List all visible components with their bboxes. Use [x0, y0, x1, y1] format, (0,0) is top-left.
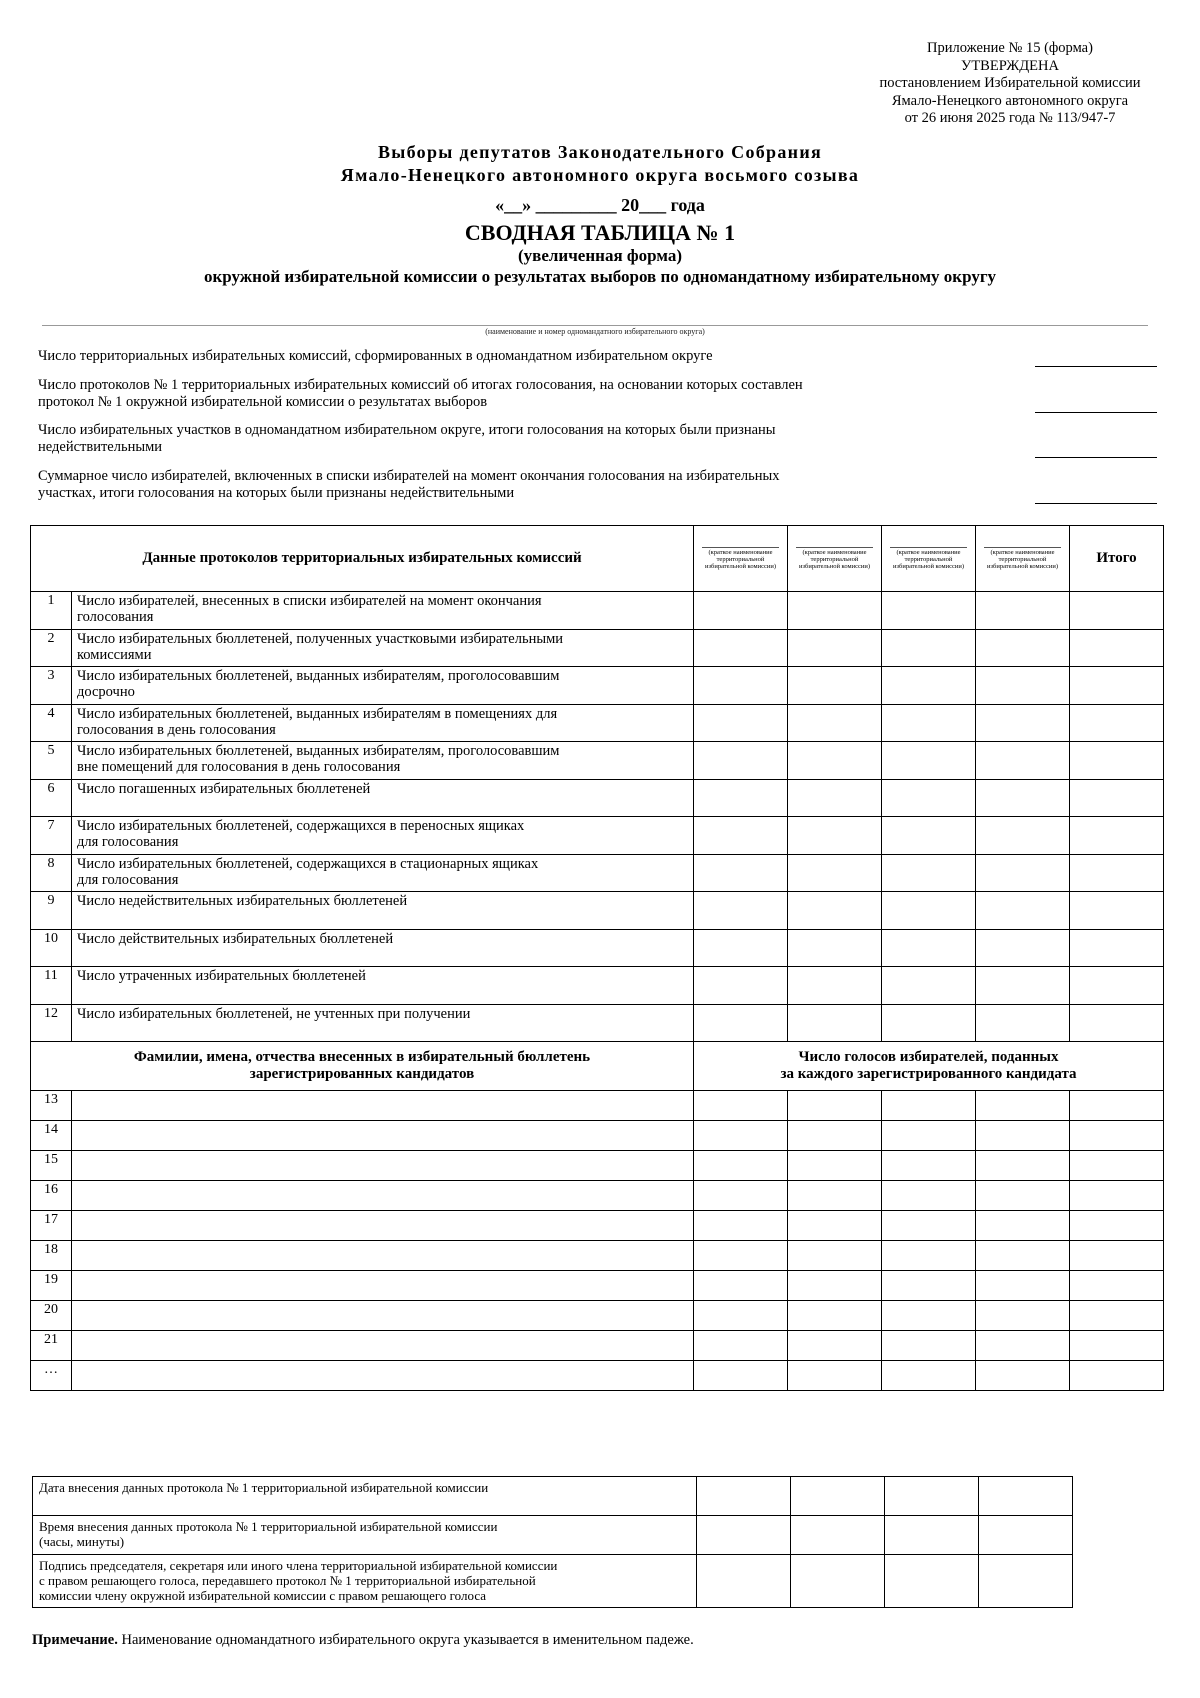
commission-value-cell[interactable]	[882, 854, 976, 892]
commission-value-cell[interactable]	[882, 1121, 976, 1151]
row-label-line: Число избирательных бюллетеней, выданных избирателям, проголосовавшим	[77, 743, 560, 759]
commission-value-cell[interactable]	[788, 1211, 882, 1241]
row-label-line: Число погашенных избирательных бюллетеней	[77, 780, 371, 797]
data-header: Данные протоколов территориальных избирательных комиссий	[31, 526, 694, 592]
stat-label: Суммарное число избирателей, включенных в списки избирателей на момент окончания голосования на избирательных	[38, 468, 780, 484]
approval-line: постановлением Избирательной комиссии	[879, 75, 1141, 91]
row-number: 8	[31, 854, 72, 892]
row-label-line: Число недействительных избирательных бюллетеней	[77, 893, 408, 909]
commission-value-cell[interactable]	[882, 742, 976, 780]
commission-value-cell[interactable]	[882, 1241, 976, 1271]
entry-value-cell[interactable]	[791, 1516, 885, 1555]
row-label-line: голосования	[77, 609, 154, 625]
row-number: 12	[31, 1004, 72, 1042]
row-label-line: Число избирательных бюллетеней, не учтенных при получении	[77, 1005, 471, 1022]
row-label-line: с правом решающего голоса, передавшего протокол № 1 территориальной избирательной	[39, 1573, 536, 1588]
total-value-cell[interactable]	[1070, 854, 1164, 892]
table-row	[31, 629, 1164, 667]
commission-value-cell[interactable]	[694, 817, 788, 855]
row-number: 9	[31, 892, 72, 930]
candidate-row	[31, 1301, 1164, 1331]
footnote-text: Наименование одномандатного избирательного округа указывается в именительном падеже.	[117, 1632, 694, 1648]
protocol-entry-table	[32, 1476, 1073, 1608]
entry-row	[33, 1477, 1073, 1516]
row-label-line: Время внесения данных протокола № 1 территориальной избирательной комиссии	[39, 1519, 498, 1534]
commission-value-cell[interactable]	[694, 1004, 788, 1042]
candidate-row	[31, 1211, 1164, 1241]
commission-value-cell[interactable]	[694, 1181, 788, 1211]
row-label	[72, 629, 694, 667]
row-label-line: Число избирательных бюллетеней, выданных избирателям в помещениях для	[77, 705, 558, 722]
commission-caption: (краткое наименование территориальной избирательной комиссии)	[986, 549, 1058, 570]
commission-value-cell[interactable]	[976, 1121, 1070, 1151]
entry-label	[33, 1516, 697, 1555]
candidate-row	[31, 1181, 1164, 1211]
commission-value-cell[interactable]	[694, 742, 788, 780]
entry-value-cell[interactable]	[697, 1477, 791, 1516]
commission-value-cell[interactable]	[788, 779, 882, 817]
commission-value-cell[interactable]	[882, 667, 976, 705]
table-row	[31, 779, 1164, 817]
votes-header	[694, 1042, 1164, 1091]
total-value-cell[interactable]	[1070, 592, 1164, 630]
commission-value-cell[interactable]	[694, 704, 788, 742]
candidate-name-cell[interactable]	[72, 1121, 694, 1151]
total-header: Итого	[1070, 526, 1164, 592]
row-label-line: Дата внесения данных протокола № 1 территориальной избирательной комиссии	[39, 1480, 489, 1495]
commission-value-cell[interactable]	[788, 742, 882, 780]
row-label-line: Число избирательных бюллетеней, выданных избирателям, проголосовавшим	[77, 668, 560, 684]
table-header-row	[31, 526, 1164, 592]
candidate-row	[31, 1271, 1164, 1301]
stat-value-field[interactable]	[1035, 412, 1157, 413]
entry-value-cell[interactable]	[791, 1477, 885, 1516]
entry-row	[33, 1555, 1073, 1608]
commission-value-cell[interactable]	[788, 817, 882, 855]
stat-label: протокол № 1 окружной избирательной комиссии о результатах выборов	[38, 394, 488, 410]
date-line: «__» _________ 20___ года	[495, 195, 705, 215]
total-value-cell[interactable]	[1070, 1211, 1164, 1241]
row-label-line: Число утраченных избирательных бюллетеней	[77, 968, 366, 984]
votes-header-line: за каждого зарегистрированного кандидата	[780, 1066, 1077, 1082]
commission-value-cell[interactable]	[788, 1181, 882, 1211]
commission-value-cell[interactable]	[882, 704, 976, 742]
row-label	[72, 742, 694, 780]
stat-value-field[interactable]	[1035, 366, 1157, 367]
stat-label: участках, итоги голосования на которых были признаны недействительными	[38, 485, 515, 501]
row-label	[72, 1004, 694, 1042]
commission-value-cell[interactable]	[976, 1181, 1070, 1211]
stat-label: Число территориальных избирательных комиссий, сформированных в одномандатном избирательном округе	[38, 348, 713, 364]
commission-value-cell[interactable]	[694, 892, 788, 930]
row-number: 6	[31, 779, 72, 817]
candidates-header-line: Фамилии, имена, отчества внесенных в избирательный бюллетень	[133, 1049, 591, 1065]
commission-value-cell[interactable]	[882, 1301, 976, 1331]
commission-value-cell[interactable]	[788, 592, 882, 630]
entry-value-cell[interactable]	[885, 1516, 979, 1555]
entry-row	[33, 1516, 1073, 1555]
candidate-name-cell[interactable]	[72, 1301, 694, 1331]
entry-label	[33, 1477, 697, 1516]
commission-value-cell[interactable]	[694, 629, 788, 667]
document-description: окружной избирательной комиссии о результатах выборов по одномандатному избирательному округу	[203, 267, 997, 286]
row-number: 18	[31, 1241, 72, 1271]
election-title-line2: Ямало-Ненецкого автономного округа восьмого созыва	[340, 165, 860, 185]
commission-value-cell[interactable]	[882, 592, 976, 630]
candidates-header-line: зарегистрированных кандидатов	[249, 1066, 475, 1082]
candidate-name-cell[interactable]	[72, 1361, 694, 1391]
commission-value-cell[interactable]	[976, 667, 1070, 705]
row-label-line: Число действительных избирательных бюллетеней	[77, 930, 394, 947]
table-row	[31, 1004, 1164, 1042]
row-label-line: комиссиями	[77, 646, 152, 663]
row-label-line: досрочно	[77, 684, 135, 700]
commission-value-cell[interactable]	[788, 1091, 882, 1121]
row-label-line: комиссии члену окружной избирательной комиссии с правом решающего голоса	[39, 1588, 487, 1603]
commission-value-cell[interactable]	[788, 1151, 882, 1181]
commission-value-cell[interactable]	[976, 742, 1070, 780]
entry-label	[33, 1555, 697, 1608]
commission-value-cell[interactable]	[788, 1301, 882, 1331]
candidate-row	[31, 1091, 1164, 1121]
candidate-row	[31, 1241, 1164, 1271]
approval-line: Ямало-Ненецкого автономного округа	[891, 92, 1129, 109]
total-value-cell[interactable]	[1070, 1361, 1164, 1391]
row-label	[72, 967, 694, 1005]
commission-value-cell[interactable]	[976, 704, 1070, 742]
total-value-cell[interactable]	[1070, 1121, 1164, 1151]
commission-value-cell[interactable]	[882, 967, 976, 1005]
commission-value-cell[interactable]	[694, 929, 788, 967]
commission-value-cell[interactable]	[976, 1151, 1070, 1181]
row-number: …	[31, 1361, 72, 1391]
total-value-cell[interactable]	[1070, 817, 1164, 855]
commission-value-cell[interactable]	[882, 779, 976, 817]
commission-value-cell[interactable]	[976, 817, 1070, 855]
stat-label: Число избирательных участков в одномандатном избирательном округе, итоги голосования на которых были признаны	[38, 422, 776, 438]
stat-value-field[interactable]	[1035, 503, 1157, 504]
entry-value-cell[interactable]	[791, 1555, 885, 1608]
commission-value-cell[interactable]	[694, 1241, 788, 1271]
row-number: 13	[31, 1091, 72, 1121]
commission-caption: (краткое наименование территориальной избирательной комиссии)	[892, 549, 964, 570]
commission-value-cell[interactable]	[788, 854, 882, 892]
row-label-line: для голосования	[77, 871, 179, 888]
commission-value-cell[interactable]	[882, 892, 976, 930]
row-number: 10	[31, 929, 72, 967]
approval-line: Приложение № 15 (форма)	[927, 40, 1093, 56]
row-number: 3	[31, 667, 72, 705]
commission-value-cell[interactable]	[882, 929, 976, 967]
total-value-cell[interactable]	[1070, 1091, 1164, 1121]
entry-value-cell[interactable]	[979, 1477, 1073, 1516]
total-value-cell[interactable]	[1070, 629, 1164, 667]
commission-value-cell[interactable]	[976, 1301, 1070, 1331]
commission-value-cell[interactable]	[882, 629, 976, 667]
commission-value-cell[interactable]	[788, 929, 882, 967]
commission-value-cell[interactable]	[788, 1361, 882, 1391]
row-label-line: голосования в день голосования	[77, 721, 276, 738]
row-label-line: для голосования	[77, 834, 179, 850]
commission-value-cell[interactable]	[976, 1241, 1070, 1271]
row-number: 11	[31, 967, 72, 1005]
summary-table	[30, 525, 1164, 1391]
commission-value-cell[interactable]	[788, 892, 882, 930]
entry-value-cell[interactable]	[885, 1477, 979, 1516]
row-label	[72, 817, 694, 855]
total-value-cell[interactable]	[1070, 1331, 1164, 1361]
entry-value-cell[interactable]	[979, 1516, 1073, 1555]
candidate-row	[31, 1121, 1164, 1151]
commission-value-cell[interactable]	[976, 1091, 1070, 1121]
row-number: 1	[31, 592, 72, 630]
row-label-line: Число избирательных бюллетеней, содержащихся в стационарных ящиках	[77, 855, 539, 872]
entry-value-cell[interactable]	[979, 1555, 1073, 1608]
candidates-header	[31, 1042, 694, 1091]
row-label	[72, 892, 694, 930]
commission-value-cell[interactable]	[976, 592, 1070, 630]
row-number: 15	[31, 1151, 72, 1181]
commission-value-cell[interactable]	[976, 854, 1070, 892]
document-header	[0, 141, 1200, 288]
table-row	[31, 929, 1164, 967]
row-number: 7	[31, 817, 72, 855]
stat-label: Число протоколов № 1 территориальных избирательных комиссий об итогах голосования, на основании которых составлен	[38, 377, 803, 393]
commission-value-cell[interactable]	[788, 629, 882, 667]
table-row	[31, 892, 1164, 930]
entry-value-cell[interactable]	[697, 1516, 791, 1555]
row-number: 17	[31, 1211, 72, 1241]
commission-value-cell[interactable]	[788, 1121, 882, 1151]
stat-item	[38, 348, 958, 365]
commission-value-cell[interactable]	[882, 1361, 976, 1391]
row-label-line: Число избирательных бюллетеней, содержащихся в переносных ящиках	[77, 818, 525, 834]
total-value-cell[interactable]	[1070, 1241, 1164, 1271]
candidate-name-cell[interactable]	[72, 1271, 694, 1301]
commission-value-cell[interactable]	[976, 1004, 1070, 1042]
district-caption: (наименование и номер одномандатного избирательного округа)	[485, 327, 705, 336]
row-label-line: Подпись председателя, секретаря или иного члена территориальной избирательной комиссии	[39, 1558, 558, 1573]
candidate-name-cell[interactable]	[72, 1211, 694, 1241]
row-label	[72, 667, 694, 705]
row-label-line: (часы, минуты)	[39, 1534, 125, 1549]
stat-label: недействительными	[38, 439, 163, 455]
row-label-line: вне помещений для голосования в день голосования	[77, 759, 401, 775]
total-value-cell[interactable]	[1070, 742, 1164, 780]
commission-column-header[interactable]	[976, 526, 1070, 592]
table-row	[31, 854, 1164, 892]
commission-value-cell[interactable]	[976, 892, 1070, 930]
row-number: 20	[31, 1301, 72, 1331]
commission-value-cell[interactable]	[976, 629, 1070, 667]
table-row	[31, 817, 1164, 855]
total-value-cell[interactable]	[1070, 1181, 1164, 1211]
commission-value-cell[interactable]	[882, 1004, 976, 1042]
entry-value-cell[interactable]	[697, 1555, 791, 1608]
commission-value-cell[interactable]	[694, 1091, 788, 1121]
commission-value-cell[interactable]	[788, 1331, 882, 1361]
district-name-field[interactable]	[42, 325, 1148, 326]
table-row	[31, 592, 1164, 630]
commission-column-header[interactable]	[788, 526, 882, 592]
row-label	[72, 704, 694, 742]
commission-value-cell[interactable]	[694, 1121, 788, 1151]
total-value-cell[interactable]	[1070, 667, 1164, 705]
candidate-row	[31, 1361, 1164, 1391]
commission-value-cell[interactable]	[694, 779, 788, 817]
commission-value-cell[interactable]	[882, 1211, 976, 1241]
row-label	[72, 929, 694, 967]
row-label-line: Число избирательных бюллетеней, полученных участковыми избирательными	[77, 630, 564, 647]
row-number: 5	[31, 742, 72, 780]
row-number: 2	[31, 629, 72, 667]
row-label	[72, 854, 694, 892]
stat-item	[38, 468, 958, 502]
stat-item	[38, 422, 958, 456]
total-value-cell[interactable]	[1070, 929, 1164, 967]
candidate-row	[31, 1331, 1164, 1361]
commission-value-cell[interactable]	[976, 1211, 1070, 1241]
candidate-name-cell[interactable]	[72, 1181, 694, 1211]
commission-value-cell[interactable]	[694, 1211, 788, 1241]
commission-value-cell[interactable]	[694, 854, 788, 892]
table-row	[31, 742, 1164, 780]
commission-value-cell[interactable]	[694, 1151, 788, 1181]
commission-value-cell[interactable]	[976, 779, 1070, 817]
votes-header-line: Число голосов избирателей, поданных	[798, 1049, 1059, 1065]
total-value-cell[interactable]	[1070, 1301, 1164, 1331]
commission-value-cell[interactable]	[694, 592, 788, 630]
approval-block	[830, 40, 1190, 128]
commission-value-cell[interactable]	[694, 667, 788, 705]
footnote-label: Примечание.	[32, 1632, 118, 1648]
commission-value-cell[interactable]	[694, 1271, 788, 1301]
total-value-cell[interactable]	[1070, 779, 1164, 817]
commission-value-cell[interactable]	[694, 967, 788, 1005]
commission-caption: (краткое наименование территориальной избирательной комиссии)	[798, 549, 870, 570]
row-number: 21	[31, 1331, 72, 1361]
candidates-header-row	[31, 1042, 1164, 1091]
commission-value-cell[interactable]	[694, 1361, 788, 1391]
commission-value-cell[interactable]	[788, 967, 882, 1005]
commission-value-cell[interactable]	[976, 1361, 1070, 1391]
commission-value-cell[interactable]	[694, 1331, 788, 1361]
table-row	[31, 967, 1164, 1005]
commission-value-cell[interactable]	[694, 1301, 788, 1331]
commission-value-cell[interactable]	[882, 1091, 976, 1121]
approval-line: УТВЕРЖДЕНА	[961, 57, 1059, 74]
commission-value-cell[interactable]	[788, 667, 882, 705]
commission-value-cell[interactable]	[882, 1331, 976, 1361]
stat-item	[38, 377, 958, 411]
row-number: 14	[31, 1121, 72, 1151]
candidate-row	[31, 1151, 1164, 1181]
commission-caption: (краткое наименование территориальной избирательной комиссии)	[704, 549, 776, 570]
candidate-name-cell[interactable]	[72, 1091, 694, 1121]
total-value-cell[interactable]	[1070, 967, 1164, 1005]
commission-column-header[interactable]	[694, 526, 788, 592]
document-title: СВОДНАЯ ТАБЛИЦА № 1	[464, 220, 736, 245]
total-value-cell[interactable]	[1070, 704, 1164, 742]
commission-value-cell[interactable]	[882, 817, 976, 855]
total-value-cell[interactable]	[1070, 1271, 1164, 1301]
commission-value-cell[interactable]	[882, 1181, 976, 1211]
footnote	[32, 1632, 694, 1649]
commission-value-cell[interactable]	[976, 1271, 1070, 1301]
election-title-line1: Выборы депутатов Законодательного Собрания	[377, 142, 823, 162]
table-row	[31, 704, 1164, 742]
commission-value-cell[interactable]	[882, 1151, 976, 1181]
total-value-cell[interactable]	[1070, 1151, 1164, 1181]
commission-value-cell[interactable]	[976, 967, 1070, 1005]
candidate-name-cell[interactable]	[72, 1151, 694, 1181]
candidate-name-cell[interactable]	[72, 1241, 694, 1271]
row-number: 19	[31, 1271, 72, 1301]
commission-value-cell[interactable]	[976, 1331, 1070, 1361]
approval-line: от 26 июня 2025 года № 113/947-7	[904, 110, 1116, 126]
row-label	[72, 592, 694, 630]
commission-value-cell[interactable]	[882, 1271, 976, 1301]
commission-value-cell[interactable]	[788, 1271, 882, 1301]
stat-value-field[interactable]	[1035, 457, 1157, 458]
commission-value-cell[interactable]	[788, 704, 882, 742]
document-subtitle: (увеличенная форма)	[518, 246, 682, 265]
total-value-cell[interactable]	[1070, 1004, 1164, 1042]
commission-value-cell[interactable]	[788, 1241, 882, 1271]
entry-value-cell[interactable]	[885, 1555, 979, 1608]
candidate-name-cell[interactable]	[72, 1331, 694, 1361]
commission-value-cell[interactable]	[788, 1004, 882, 1042]
total-value-cell[interactable]	[1070, 892, 1164, 930]
row-number: 4	[31, 704, 72, 742]
commission-column-header[interactable]	[882, 526, 976, 592]
commission-value-cell[interactable]	[976, 929, 1070, 967]
row-label	[72, 779, 694, 817]
row-number: 16	[31, 1181, 72, 1211]
table-row	[31, 667, 1164, 705]
row-label-line: Число избирателей, внесенных в списки избирателей на момент окончания	[77, 593, 542, 609]
